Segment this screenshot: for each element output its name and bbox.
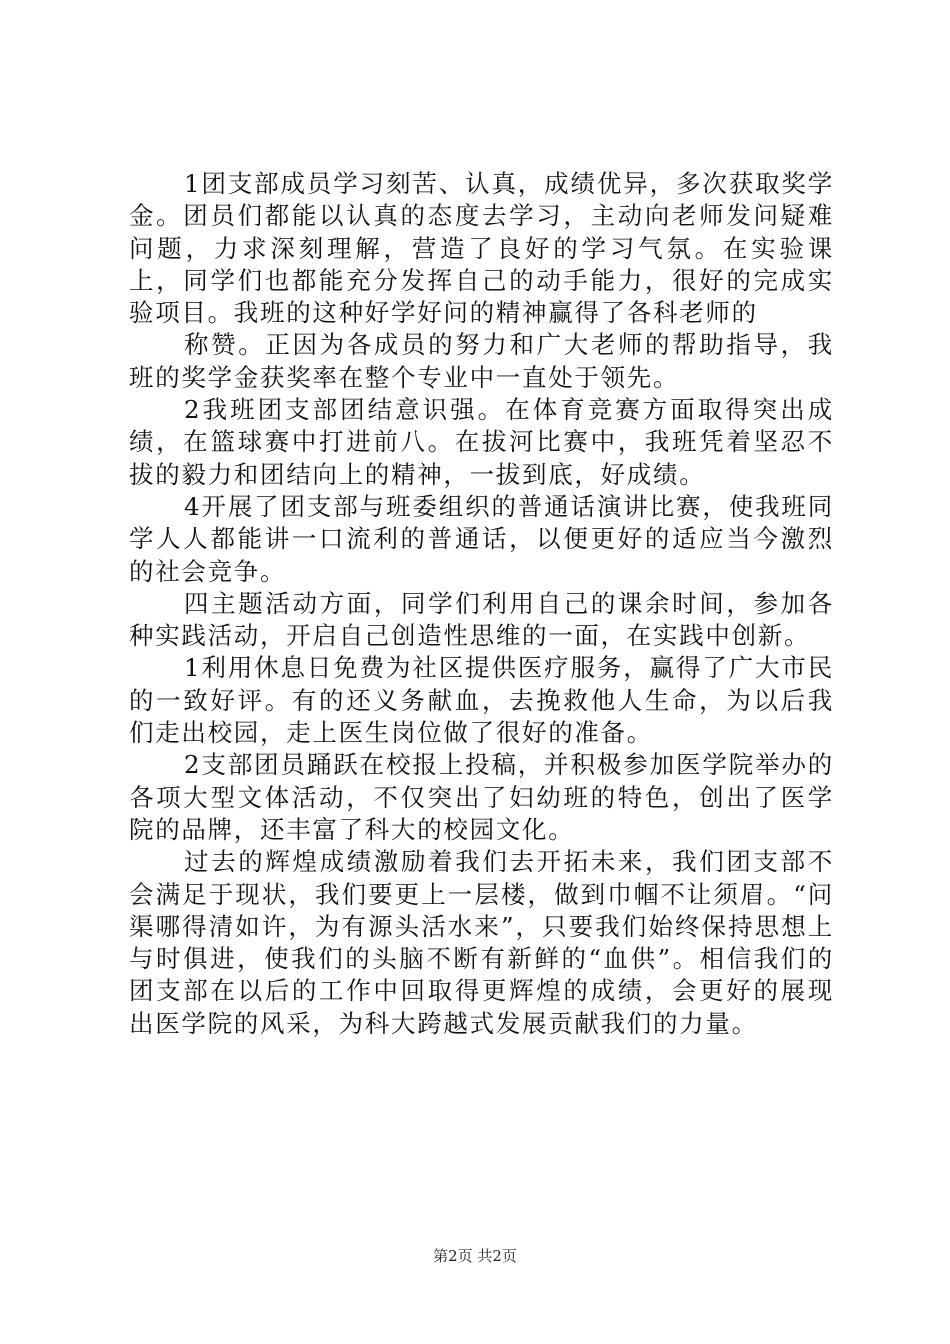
paragraph-praise: 称赞。正因为各成员的努力和广大老师的帮助指导，我班的奖学金获奖率在整个专业中一直处于领先。 [129,330,834,392]
page-number-footer: 第2页 共2页 [433,1247,517,1265]
paragraph-scholarship: 1团支部成员学习刻苦、认真，成绩优异，多次获取奖学金。团员们都能以认真的态度去学习，主动向老师发问疑难问题，力求深刻理解，营造了良好的学习气氛。在实验课上，同学们也都能充分发挥自己的动手能力，很好的完成实验项目。我班的这种好学好问的精神赢得了各科老师的 [129,169,834,328]
paragraph-theme-activities: 四主题活动方面，同学们利用自己的课余时间，参加各种实践活动，开启自己创造性思维的一面，在实践中创新。 [129,588,834,651]
paragraph-community-service: 1利用休息日免费为社区提供医疗服务，赢得了广大市民的一致好评。有的还义务献血，去挽救他人生命，为以后我们走出校园，走上医生岗位做了很好的准备。 [129,653,834,748]
paragraph-speech-contest: 4开展了团支部与班委组织的普通话演讲比赛，使我班同学人人都能讲一口流利的普通话，以便更好的适应当今激烈的社会竞争。 [129,491,834,586]
paragraph-campus-culture: 2支部团员踊跃在校报上投稿，并积极参加医学院举办的各项大型文体活动，不仅突出了妇幼班的特色，创出了医学院的品牌，还丰富了科大的校园文化。 [129,750,834,844]
document-body [129,168,834,1040]
paragraph-sports: 2我班团支部团结意识强。在体育竞赛方面取得突出成绩，在篮球赛中打进前八。在拔河比赛中，我班凭着坚忍不拔的毅力和团结向上的精神，一拔到底，好成绩。 [129,395,834,489]
paragraph-conclusion: 过去的辉煌成绩激励着我们去开拓未来，我们团支部不会满足于现状，我们要更上一层楼，做到巾帼不让须眉。“问渠哪得清如许，为有源头活水来”，只要我们始终保持思想上与时俱进，使我们的头脑不断有新鲜的“血供”。相信我们的团支部在以后的工作中回取得更辉煌的成绩，会更好的展现出医学院的风采，为科大跨越式发展贡献我们的力量。 [129,847,834,1038]
